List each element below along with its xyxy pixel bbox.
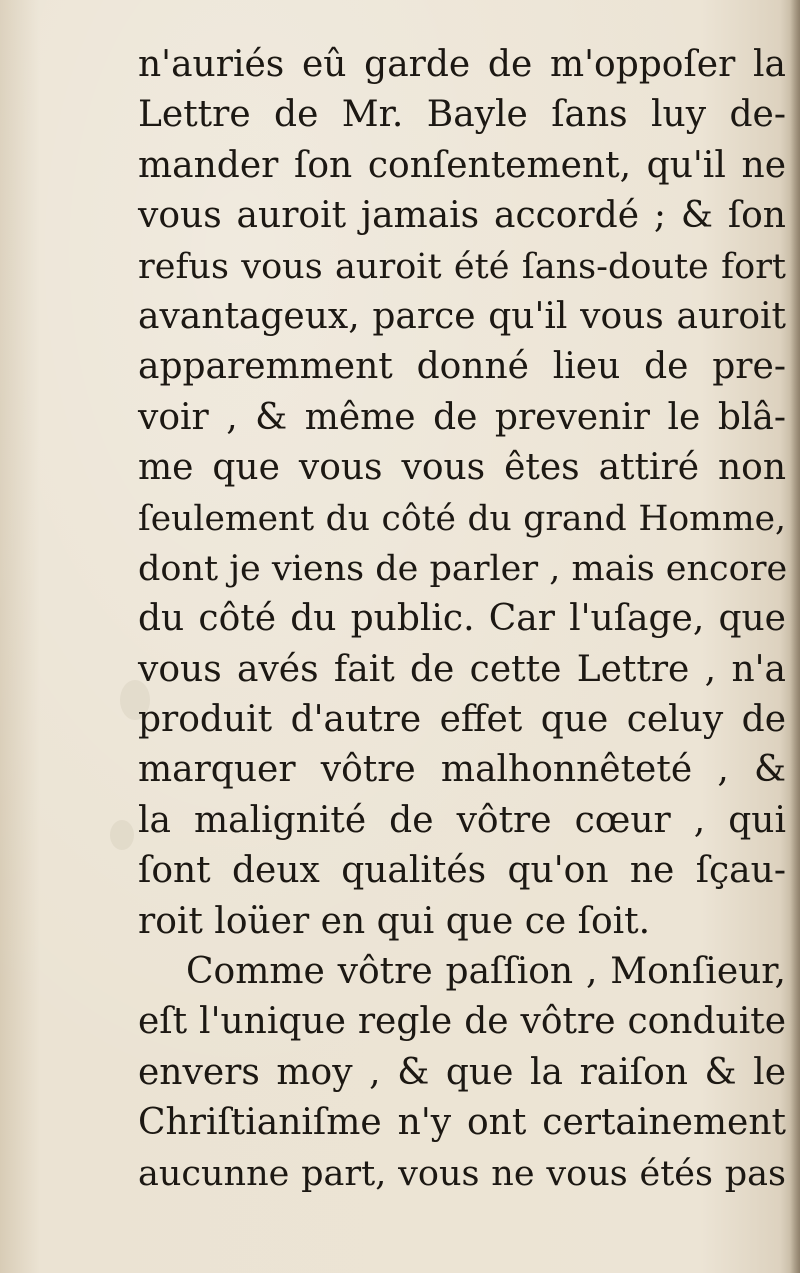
- text-line: aucunne part, vous ne vous étés pas: [138, 1153, 786, 1194]
- text-line: la malignité de vôtre cœur , qui: [138, 799, 786, 841]
- text-line: dont je viens de parler , mais encore: [138, 548, 788, 589]
- page-gutter-shadow: [790, 0, 800, 1273]
- text-line: envers moy , & que la raiſon & le: [138, 1051, 786, 1093]
- text-line: n'auriés eû garde de m'oppoſer la: [138, 44, 786, 85]
- text-line: vous avés fait de cette Lettre , n'a: [138, 648, 786, 690]
- text-line: refus vous auroit été ſans-doute fort: [138, 246, 786, 287]
- text-line: voir , & même de prevenir le blâ-: [138, 396, 786, 438]
- text-line: eſt l'unique regle de vôtre conduite: [138, 1001, 786, 1043]
- text-line: avantageux, parce qu'il vous auroit: [138, 295, 786, 337]
- text-line: ſeulement du côté du grand Homme,: [138, 498, 786, 539]
- text-line: me que vous vous êtes attiré non: [138, 447, 786, 489]
- text-line: du côté du public. Car l'uſage, que: [138, 598, 786, 640]
- text-line: ſont deux qualités qu'on ne ſçau-: [138, 850, 786, 892]
- body-text: [138, 40, 786, 1199]
- text-line: vous auroit jamais accordé ; & ſon: [138, 195, 786, 237]
- text-line: Lettre de Mr. Bayle ſans luy de-: [138, 94, 786, 136]
- text-line: produit d'autre effet que celuy de: [138, 699, 786, 741]
- text-line: Chriſtianiſme n'y ont certainement: [138, 1102, 786, 1144]
- paragraph-end-line: roit loüer en qui que ce ſoit.: [138, 900, 651, 942]
- text-line: apparemment donné lieu de pre-: [138, 346, 786, 388]
- text-line: mander ſon conſentement, qu'il ne: [138, 144, 786, 186]
- paragraph-start-line: Comme vôtre paſſion , Monſieur,: [186, 951, 786, 993]
- text-line: marquer vôtre malhonnêteté , &: [138, 749, 786, 791]
- paper-stain: [110, 820, 134, 850]
